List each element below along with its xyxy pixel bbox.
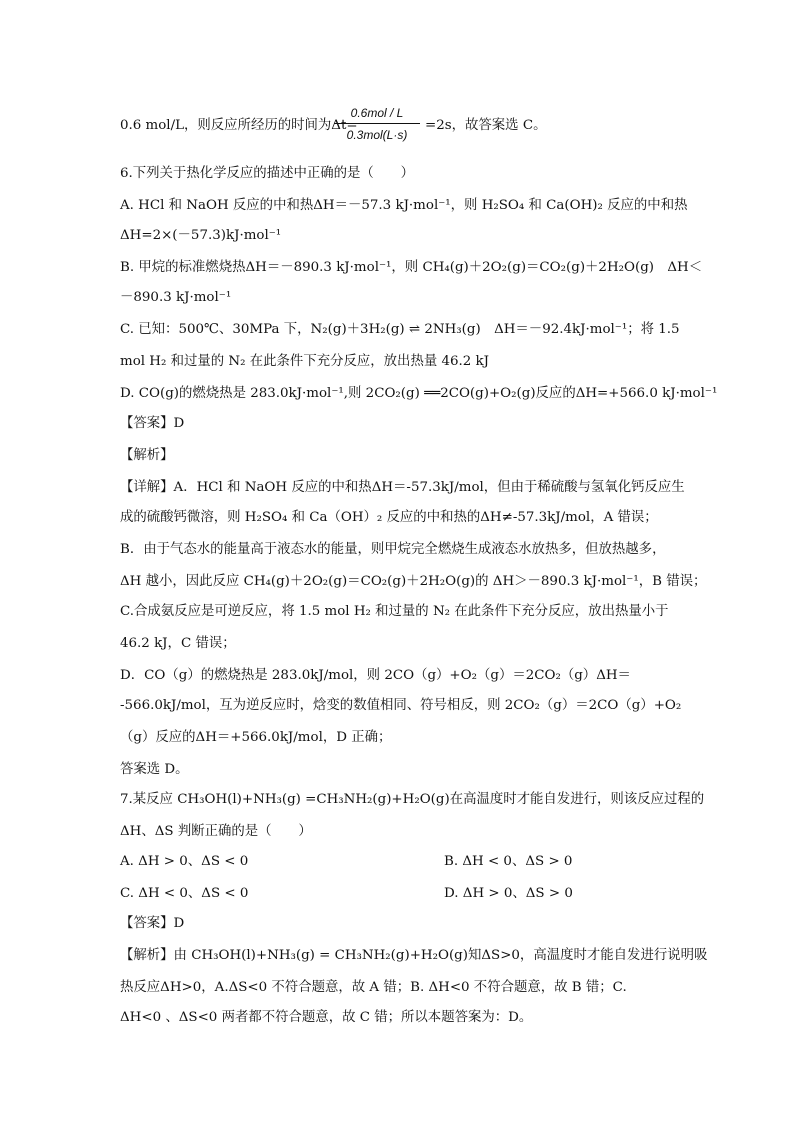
- q6-detail-b: B．由于气态水的能量高于液态水的能量，则甲烷完全燃烧生成液态水放热多，但放热越多，: [120, 542, 666, 557]
- q6-option-b: B. 甲烷的标准燃烧热ΔH＝－890.3 kJ·mol⁻¹，则 CH₄(g)＋2O₂(g)＝CO₂(g)＋2H₂O(g) ΔH＜: [120, 260, 703, 275]
- q6-answer: 【答案】D: [120, 416, 185, 431]
- q6-detail-a-cont: 成的硫酸钙微溶，则 H₂SO₄ 和 Ca（OH）₂ 反应的中和热的ΔH≠-57.3kJ/mol，A 错误；: [120, 510, 658, 525]
- question-7-stem: 7.某反应 CH₃OH(l)+NH₃(g) =CH₃NH₂(g)+H₂O(g)在高温度时才能自发进行，则该反应过程的: [120, 792, 705, 807]
- q6-option-a-cont: ΔH=2×(－57.3)kJ·mol⁻¹: [120, 228, 282, 243]
- q7-option-d: D. ΔH > 0、ΔS > 0: [444, 886, 573, 901]
- q7-answer: 【答案】D: [120, 916, 185, 931]
- q7-options-row-2: [120, 884, 573, 904]
- q7-analysis-cont2: ΔH<0 、ΔS<0 两者都不符合题意，故 C 错；所以本题答案为：D。: [120, 1010, 533, 1025]
- q6-detail-c-cont: 46.2 kJ，C 错误；: [120, 636, 236, 651]
- calculation-text-after: =2s，故答案选 C。: [425, 118, 547, 133]
- q7-option-c: C. ΔH < 0、ΔS < 0: [120, 886, 249, 901]
- q6-detail-b-cont: ΔH 越小，因此反应 CH₄(g)＋2O₂(g)＝CO₂(g)＋2H₂O(g)的 ΔH＞－890.3 kJ·mol⁻¹，B 错误；: [120, 574, 707, 589]
- calculation-text-before: 0.6 mol/L，则反应所经历的时间为Δt=: [120, 118, 358, 133]
- q6-detail-d: D．CO（g）的燃烧热是 283.0kJ/mol，则 2CO（g）+O₂（g）＝2CO₂（g）ΔH＝: [120, 668, 631, 683]
- q6-analysis-heading: 【解析】: [120, 448, 174, 463]
- q6-detail-c: C.合成氨反应是可逆反应，将 1.5 mol H₂ 和过量的 N₂ 在此条件下充分反应，放出热量小于: [120, 604, 669, 619]
- q7-analysis-cont: 热反应ΔH>0，A.ΔS<0 不符合题意，故 A 错；B. ΔH<0 不符合题意，故 B 错；C.: [120, 980, 627, 995]
- q7-option-a: A. ΔH > 0、ΔS < 0: [120, 854, 249, 869]
- time-fraction: [332, 104, 422, 146]
- question-7-stem-cont: ΔH、ΔS 判断正确的是（ ）: [120, 824, 312, 839]
- q6-conclusion: 答案选 D。: [120, 762, 189, 777]
- q6-option-c: C. 已知：500℃、30MPa 下，N₂(g)＋3H₂(g) ⇌ 2NH₃(g) ΔH＝－92.4kJ·mol⁻¹；将 1.5: [120, 322, 680, 337]
- fraction-numerator: 0.6mol / L: [350, 106, 404, 120]
- question-6-stem: 6.下列关于热化学反应的描述中正确的是（ ）: [120, 166, 414, 181]
- q6-option-a: A. HCl 和 NaOH 反应的中和热ΔH＝－57.3 kJ·mol⁻¹，则 H₂SO₄ 和 Ca(OH)₂ 反应的中和热: [120, 198, 688, 213]
- q7-analysis: 【解析】由 CH₃OH(l)+NH₃(g) = CH₃NH₂(g)+H₂O(g)知ΔS>0，高温度时才能自发进行说明吸: [120, 948, 708, 963]
- fraction-denominator: 0.3mol(L·s): [346, 128, 408, 142]
- q6-detail-d-cont2: （g）反应的ΔH＝+566.0kJ/mol，D 正确；: [120, 730, 392, 745]
- q6-detail-d-cont: -566.0kJ/mol，互为逆反应时，焓变的数值相同、符号相反，则 2CO₂（g）＝2CO（g）+O₂: [120, 698, 682, 713]
- q6-option-d: D. CO(g)的燃烧热是 283.0kJ·mol⁻¹,则 2CO₂(g) ══2CO(g)+O₂(g)反应的ΔH=+566.0 kJ·mol⁻¹: [120, 386, 718, 401]
- q6-detail-a: 【详解】A．HCl 和 NaOH 反应的中和热ΔH＝-57.3kJ/mol，但由于稀硫酸与氢氧化钙反应生: [120, 480, 685, 495]
- q6-option-c-cont: mol H₂ 和过量的 N₂ 在此条件下充分反应，放出热量 46.2 kJ: [120, 354, 490, 369]
- q7-option-b: B. ΔH < 0、ΔS > 0: [444, 854, 573, 869]
- q6-option-b-cont: －890.3 kJ·mol⁻¹: [120, 290, 232, 305]
- q7-options-row-1: [120, 852, 573, 872]
